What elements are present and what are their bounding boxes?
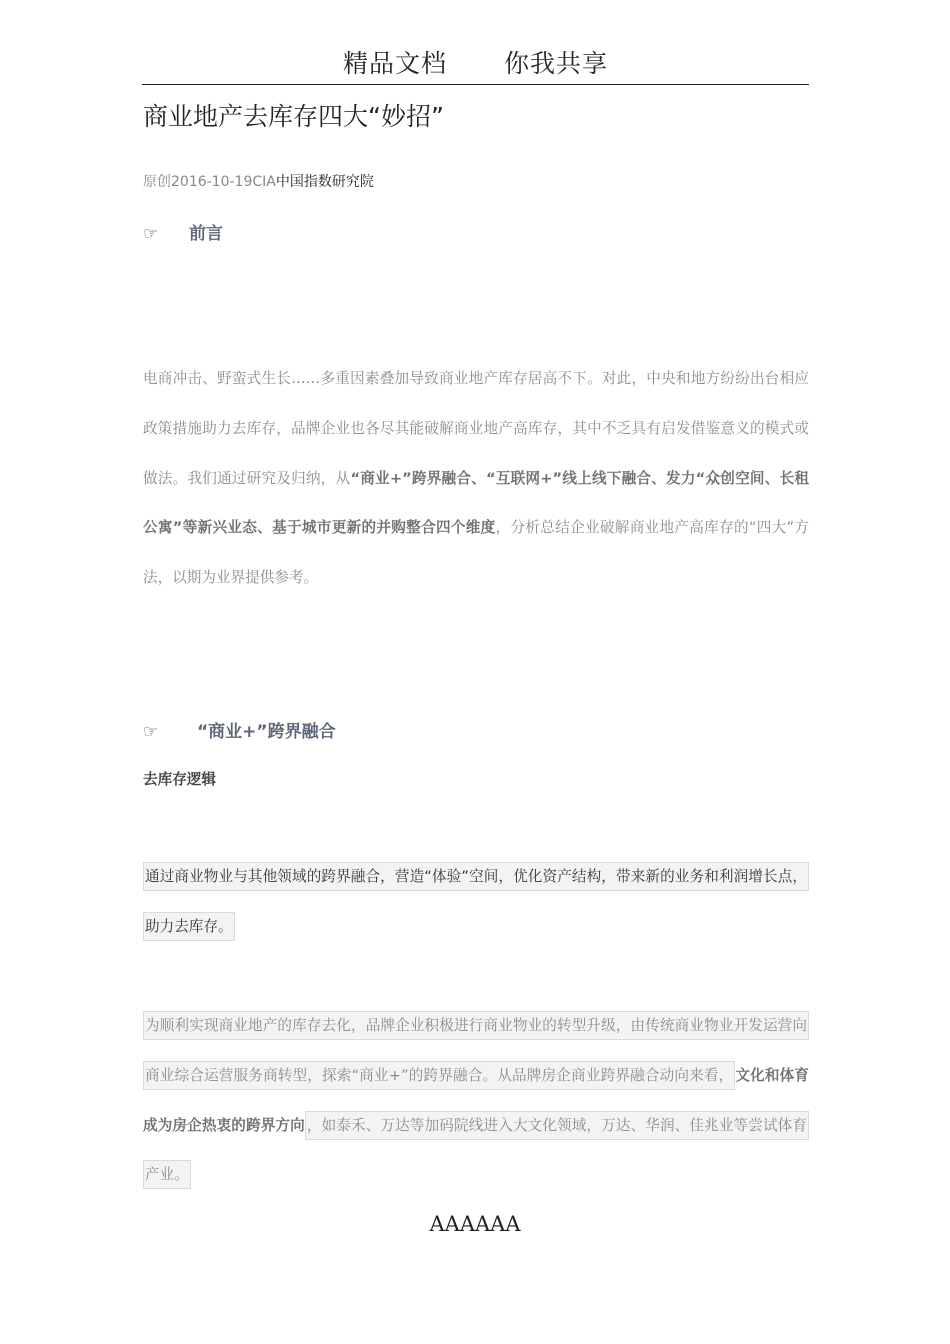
body-text-end: ，如泰禾、万达等加码院线进入大文化领域，万达、华润、佳兆业等尝试体育产业。 xyxy=(143,1111,809,1190)
logic-text: 通过商业物业与其他领域的跨界融合，营造“体验”空间，优化资产结构，带来新的业务和利润增长点，助力去库存。 xyxy=(143,862,809,941)
article-meta xyxy=(143,171,374,191)
intro-text: 电商冲击、野蛮式生长……多重因素叠加导致商业地产库存居高不下。对此，中央和地方纷纷出台相应政策措施助力去库存，品牌企业也各尽其能破解商业地产高库存，其中不乏具有启发借鉴意义的模式或做法。我们通过研究及归纳，从 xyxy=(143,370,809,487)
meta-date: 原创2016-10-19CIA xyxy=(143,174,276,190)
intro-paragraph xyxy=(143,354,809,603)
article-title: 商业地产去库存四大“妙招” xyxy=(143,102,444,131)
intro-text-end: ，分析总结企业破解商业地产高库存的“四大”方法，以期为业界提供参考。 xyxy=(143,519,810,587)
body-text: 为顺利实现商业地产的库存去化，品牌企业积极进行商业物业的转型升级，由传统商业物业开发运营向商业综合运营服务商转型，探索“商业+”的跨界融合。从品牌房企商业跨界融合动向来看， xyxy=(143,1011,809,1090)
meta-source[interactable]: 中国指数研究院 xyxy=(275,174,374,190)
page-footer: AAAAAA xyxy=(429,1212,521,1236)
body-bold-text: 文化和体育成为房企热衷的跨界方向 xyxy=(143,1066,809,1134)
pointing-hand-icon: ☞ xyxy=(143,224,159,244)
section-label: “商业+”跨界融合 xyxy=(197,722,336,742)
subheading-logic: 去库存逻辑 xyxy=(143,771,216,788)
section-heading-preface xyxy=(143,219,223,244)
page-header: 精品文档 你我共享 xyxy=(343,49,608,78)
pointing-hand-icon: ☞ xyxy=(143,722,159,742)
section-heading-cross-border xyxy=(143,717,336,742)
header-rule xyxy=(142,84,809,85)
intro-bold-text: “商业+”跨界融合、“互联网+”线上线下融合、发力“众创空间、长租公寓”等新兴业态、基于城市更新的并购整合四个维度 xyxy=(143,469,809,537)
body-paragraph xyxy=(143,1001,809,1200)
logic-paragraph xyxy=(143,852,809,952)
section-label: 前言 xyxy=(189,224,223,244)
